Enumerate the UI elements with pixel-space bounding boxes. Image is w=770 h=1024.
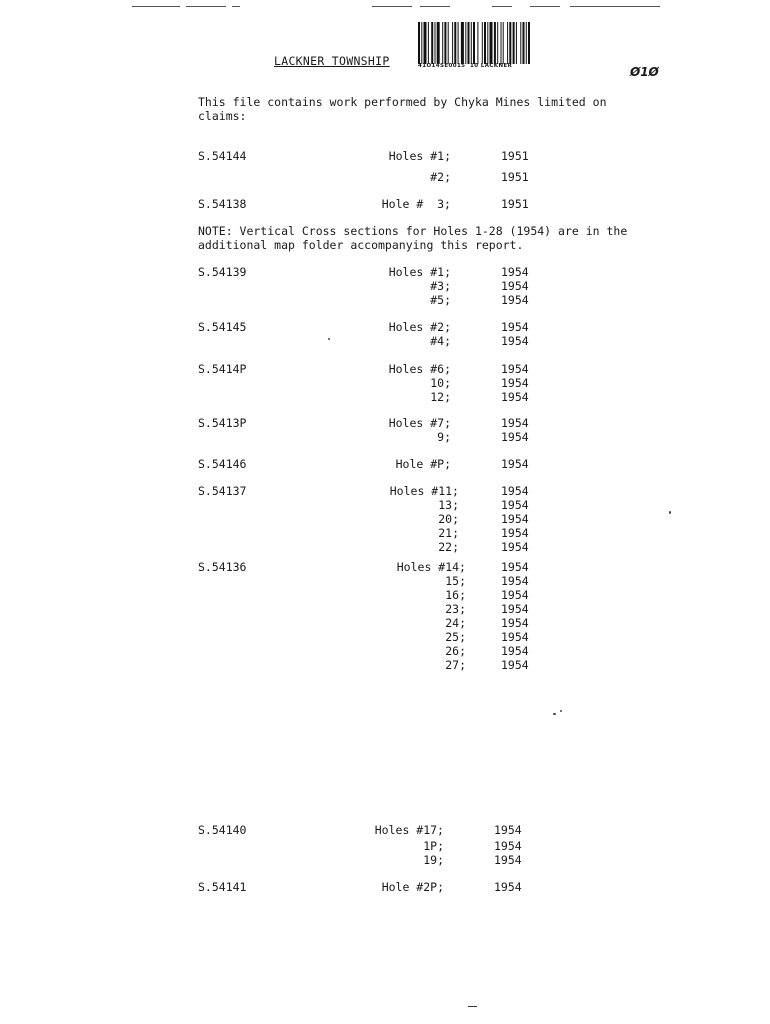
hole-year: 1954: [501, 484, 529, 498]
barcode-bar: [454, 22, 456, 64]
barcode-bar: [448, 22, 449, 64]
hole-year: 1951: [501, 149, 529, 163]
hole-year: 1954: [501, 644, 529, 658]
barcode-bar: [458, 22, 459, 64]
hole-year: 1954: [501, 574, 529, 588]
scan-edge-line: [492, 6, 512, 7]
claim-number: S.5414P: [198, 362, 247, 376]
scan-edge-line: [570, 6, 660, 7]
hole-number: Hole # 3;: [381, 197, 451, 211]
claim-number: S.54141: [198, 880, 247, 894]
hole-number: 21;: [438, 526, 459, 540]
barcode-bar: [428, 22, 429, 64]
claim-number: S.54137: [198, 484, 247, 498]
hole-year: 1954: [494, 823, 522, 837]
barcode-bar: [452, 22, 453, 64]
hole-year: 1954: [501, 279, 529, 293]
hole-number: Holes #1;: [388, 265, 451, 279]
township-title: LACKNER TOWNSHIP: [274, 54, 390, 68]
hole-number: 24;: [445, 616, 466, 630]
hole-year: 1954: [501, 616, 529, 630]
hole-year: 1951: [501, 197, 529, 211]
barcode-bar: [465, 22, 466, 64]
barcode-bar: [471, 22, 472, 64]
claim-number: S.54144: [198, 149, 247, 163]
scan-speck: [560, 710, 562, 712]
barcode-bar: [431, 22, 433, 64]
scan-edge-line: [530, 6, 560, 7]
hole-number: 13;: [438, 498, 459, 512]
barcode-bar: [477, 22, 478, 64]
barcode-bar: [421, 22, 422, 64]
hole-number: #3;: [430, 279, 451, 293]
hole-number: 10;: [430, 376, 451, 390]
claim-number: S.54138: [198, 197, 247, 211]
hole-year: 1954: [501, 457, 529, 471]
hole-number: Hole #P;: [395, 457, 451, 471]
scan-edge-line: [372, 6, 412, 7]
hole-number: 16;: [445, 588, 466, 602]
hole-year: 1954: [501, 602, 529, 616]
barcode-bar: [509, 22, 511, 64]
hole-number: Holes #7;: [388, 416, 451, 430]
claim-number: S.54145: [198, 320, 247, 334]
hole-number: Holes #14;: [396, 560, 466, 574]
barcode-bar: [418, 22, 420, 64]
scan-speck: [328, 338, 330, 340]
hole-number: Holes #1;: [388, 149, 451, 163]
barcode-bar: [494, 22, 496, 64]
barcode-bar: [490, 22, 493, 64]
hole-year: 1954: [501, 430, 529, 444]
hole-year: 1954: [494, 839, 522, 853]
hole-year: 1954: [501, 293, 529, 307]
scan-edge-line: [186, 6, 226, 7]
hole-number: 25;: [445, 630, 466, 644]
claim-number: S.54139: [198, 265, 247, 279]
hole-year: 1954: [494, 853, 522, 867]
barcode-bar: [444, 22, 446, 64]
hole-number: 23;: [445, 602, 466, 616]
barcode-bar: [520, 22, 521, 64]
barcode-bar: [437, 22, 440, 64]
hole-year: 1954: [501, 512, 529, 526]
hole-number: 19;: [423, 853, 444, 867]
barcode-bar: [473, 22, 475, 64]
hole-number: #4;: [430, 334, 451, 348]
hole-year: 1954: [501, 416, 529, 430]
hole-year: 1954: [501, 498, 529, 512]
barcode-bar: [482, 22, 483, 64]
hole-number: 9;: [437, 430, 451, 444]
hole-year: 1954: [501, 362, 529, 376]
barcode-bar: [513, 22, 515, 64]
barcode-bar: [523, 22, 525, 64]
barcode-bar: [526, 22, 527, 64]
hole-year: 1954: [501, 560, 529, 574]
barcode-bar: [487, 22, 488, 64]
hole-year: 1954: [501, 334, 529, 348]
barcode-caption: 41O14SE0015 10 LACKNER: [418, 63, 513, 69]
scan-speck: [669, 511, 671, 514]
hole-number: 22;: [438, 540, 459, 554]
claim-number: S.54136: [198, 560, 247, 574]
scan-mark: [468, 1006, 477, 1007]
scan-edge-line: [232, 6, 240, 7]
barcode-bar: [501, 22, 502, 64]
barcode-bar: [468, 22, 470, 64]
scan-edge-line: [132, 6, 180, 7]
barcode-bar: [461, 22, 464, 64]
hole-number: Holes #11;: [389, 484, 459, 498]
scan-speck: [553, 713, 556, 715]
barcode-bar: [484, 22, 486, 64]
hole-number: 27;: [445, 658, 466, 672]
barcode-bar: [503, 22, 504, 64]
barcode-bar: [516, 22, 517, 64]
barcode-bar: [424, 22, 427, 64]
hole-number: 1P;: [423, 839, 444, 853]
hole-year: 1951: [501, 170, 529, 184]
hole-year: 1954: [501, 540, 529, 554]
hole-year: 1954: [501, 658, 529, 672]
hole-year: 1954: [501, 320, 529, 334]
hole-year: 1954: [501, 376, 529, 390]
intro-paragraph: This file contains work performed by Chyka Mines limited on claims:: [198, 95, 607, 123]
claim-number: S.54146: [198, 457, 247, 471]
barcode-bar: [528, 22, 530, 64]
claim-number: S.54140: [198, 823, 247, 837]
hole-number: #5;: [430, 293, 451, 307]
barcode-image: [418, 22, 588, 64]
hole-number: 20;: [438, 512, 459, 526]
hole-year: 1954: [501, 265, 529, 279]
barcode-bar: [507, 22, 508, 64]
hole-year: 1954: [501, 526, 529, 540]
hole-year: 1954: [494, 880, 522, 894]
hole-year: 1954: [501, 588, 529, 602]
hole-number: Holes #2;: [388, 320, 451, 334]
hole-year: 1954: [501, 390, 529, 404]
hole-number: 15;: [445, 574, 466, 588]
hole-number: #2;: [430, 170, 451, 184]
hole-year: 1954: [501, 630, 529, 644]
page-number: Ø1Ø: [630, 65, 659, 79]
hole-number: Hole #2P;: [381, 880, 444, 894]
barcode-bar: [497, 22, 498, 64]
note-paragraph: NOTE: Vertical Cross sections for Holes 1-28 (1954) are in the additional map folder accompanying this report.: [198, 224, 628, 252]
barcode-bar: [442, 22, 443, 64]
scan-edge-line: [420, 6, 450, 7]
hole-number: 12;: [430, 390, 451, 404]
barcode-bar: [435, 22, 436, 64]
hole-number: Holes #6;: [388, 362, 451, 376]
claim-number: S.5413P: [198, 416, 247, 430]
hole-number: Holes #17;: [374, 823, 444, 837]
hole-number: 26;: [445, 644, 466, 658]
